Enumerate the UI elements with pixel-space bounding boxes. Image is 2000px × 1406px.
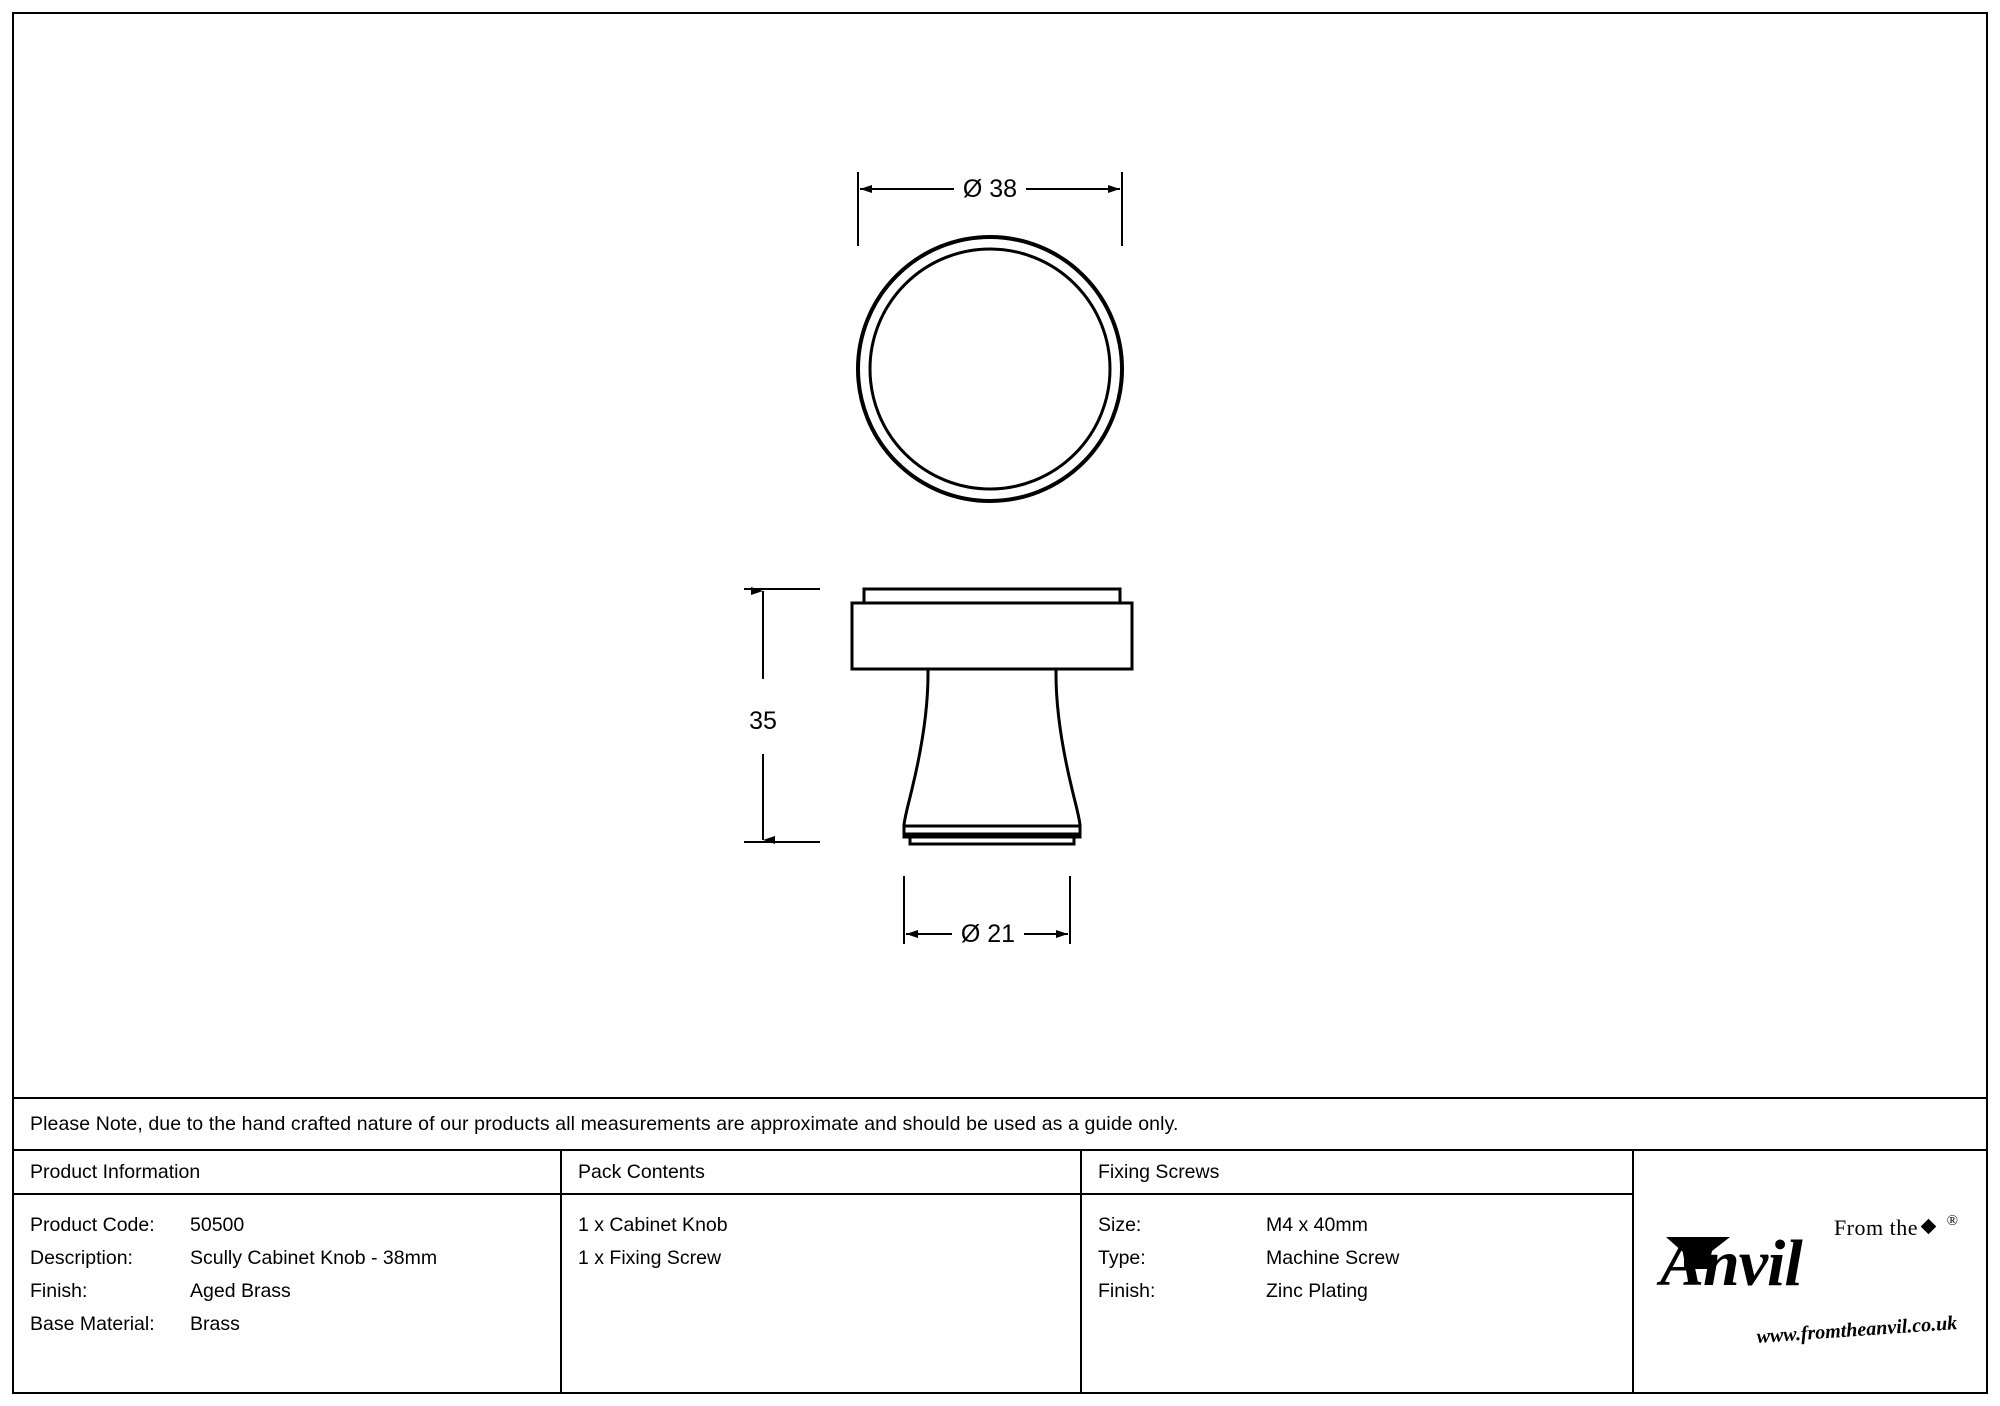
screw-size-value: M4 x 40mm [1266,1214,1368,1236]
finish-value: Aged Brass [190,1280,291,1302]
fixing-screws-body [1082,1195,1632,1308]
measurement-note-text: Please Note, due to the hand crafted nature of our products all measurements are approximate and should be used as a guide only. [30,1112,1179,1135]
pack-contents-item: 1 x Cabinet Knob [578,1214,728,1236]
brand-logo [1634,1151,1986,1392]
pack-contents-column [562,1151,1082,1392]
fixing-screws-column [1082,1151,1634,1392]
dimension-label-base-diameter: Ø 21 [960,920,1016,948]
side-view-profile [852,589,1132,844]
information-table [14,1149,1986,1392]
pack-contents-body [562,1195,1080,1275]
logo-from-the-text: From the [1833,1214,1918,1240]
logo-website-url: www.fromtheanvil.co.uk [1755,1311,1958,1348]
registered-trademark-icon: ® [1946,1212,1958,1229]
description-row [30,1242,560,1275]
product-code-row [30,1209,560,1242]
diamond-icon [1921,1218,1937,1234]
product-information-column [14,1151,562,1392]
pack-contents-header: Pack Contents [562,1151,1080,1195]
description-label: Description: [30,1247,133,1269]
description-value: Scully Cabinet Knob - 38mm [190,1247,438,1269]
finish-label: Finish: [30,1280,88,1302]
finish-row [30,1275,560,1308]
screw-finish-label: Finish: [1098,1280,1156,1302]
product-information-body [14,1195,560,1341]
technical-drawing-area [14,14,1986,1097]
screw-size-row [1098,1209,1632,1242]
screw-size-label: Size: [1098,1214,1142,1236]
dimension-label-top-diameter: Ø 38 [962,175,1018,203]
screw-type-row [1098,1242,1632,1275]
product-code-value: 50500 [190,1214,245,1236]
product-code-label: Product Code: [30,1214,155,1236]
fixing-screws-header: Fixing Screws [1082,1151,1632,1195]
brand-logo-cell [1634,1151,1986,1392]
product-information-header: Product Information [14,1151,560,1195]
base-material-value: Brass [190,1313,240,1335]
measurement-note-row [14,1097,1986,1149]
screw-finish-value: Zinc Plating [1266,1280,1368,1302]
base-material-row [30,1308,560,1341]
top-view-circle [858,237,1122,501]
screw-type-value: Machine Screw [1266,1247,1400,1269]
screw-type-label: Type: [1098,1247,1146,1269]
dimension-label-height: 35 [749,707,777,735]
screw-finish-row [1098,1275,1632,1308]
base-material-label: Base Material: [30,1313,155,1335]
logo-brand-text: Anvil [1660,1226,1802,1300]
drawing-sheet [12,12,1988,1394]
pack-contents-item: 1 x Fixing Screw [578,1247,722,1269]
